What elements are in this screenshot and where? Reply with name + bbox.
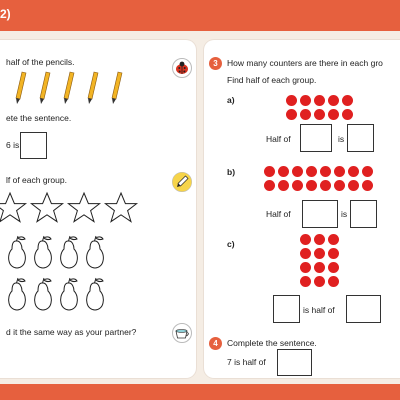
red-counter	[328, 262, 339, 273]
question-3-badge: 3	[209, 57, 222, 70]
red-counter	[348, 180, 359, 191]
red-counter	[328, 234, 339, 245]
red-counter	[300, 95, 311, 106]
pencil-drawing	[64, 72, 74, 104]
question-1-answer-prefix: 6 is	[6, 140, 20, 150]
question-4-text: Complete the sentence.	[227, 338, 317, 348]
stars-row	[0, 190, 140, 226]
red-counter	[264, 166, 275, 177]
red-counter	[300, 109, 311, 120]
red-counter	[278, 180, 289, 191]
pencil-drawing	[88, 72, 98, 104]
partner-question: d it the same way as your partner?	[6, 327, 137, 337]
question-4-answer-box[interactable]	[277, 349, 312, 376]
red-counter	[264, 180, 275, 191]
red-counter	[328, 109, 339, 120]
question-1-text: half of the pencils.	[6, 57, 75, 67]
answer-box-1[interactable]	[20, 132, 47, 159]
red-counter	[320, 166, 331, 177]
red-counter	[306, 166, 317, 177]
red-counter	[314, 234, 325, 245]
question-4-badge: 4	[209, 337, 222, 350]
red-counter	[328, 95, 339, 106]
red-counter	[342, 95, 353, 106]
red-counter	[292, 166, 303, 177]
part-c-is-half-of-label: is half of	[303, 305, 335, 315]
red-counter	[300, 248, 311, 259]
question-2-text: lf of each group.	[6, 175, 67, 185]
teacup-icon	[172, 323, 192, 343]
red-counter	[300, 276, 311, 287]
red-counter	[314, 276, 325, 287]
question-4-prefix: 7 is half of	[227, 357, 266, 367]
left-panel	[0, 40, 196, 378]
pencils-row	[0, 70, 140, 106]
right-panel	[204, 40, 400, 378]
red-counter	[348, 166, 359, 177]
footer-bar	[0, 384, 400, 400]
pear-outline	[35, 278, 52, 310]
part-b-label: b)	[227, 167, 236, 177]
star-outline	[31, 193, 62, 222]
part-a-half-of-label: Half of	[266, 134, 291, 144]
red-counter	[306, 180, 317, 191]
pear-outline	[87, 278, 104, 310]
ladybird-icon	[172, 58, 192, 78]
part-a-label: a)	[227, 95, 235, 105]
question-3-text: How many counters are there in each gro	[227, 58, 383, 68]
star-outline	[68, 193, 99, 222]
part-a-is-label: is	[338, 134, 345, 144]
part-b-is-label: is	[341, 209, 348, 219]
red-counter	[362, 180, 373, 191]
red-counter	[314, 95, 325, 106]
part-a-answer-box-1[interactable]	[300, 124, 332, 152]
part-c-answer-box-1[interactable]	[273, 295, 300, 323]
star-outline	[0, 193, 26, 222]
part-b-answer-box-1[interactable]	[302, 200, 338, 228]
red-counter	[278, 166, 289, 177]
pencil-drawing	[40, 72, 50, 104]
red-counter	[286, 95, 297, 106]
pears-grid	[0, 235, 120, 317]
pencil-drawing	[112, 72, 122, 104]
red-counter	[334, 180, 345, 191]
part-b-half-of-label: Half of	[266, 209, 291, 219]
pencil-drawing	[16, 72, 26, 104]
red-counter	[334, 166, 345, 177]
red-counter	[342, 109, 353, 120]
part-b-answer-box-2[interactable]	[350, 200, 377, 228]
pear-outline	[61, 278, 78, 310]
red-counter	[292, 180, 303, 191]
red-counter	[320, 180, 331, 191]
red-counter	[314, 109, 325, 120]
part-c-answer-box-2[interactable]	[346, 295, 381, 323]
red-counter	[328, 276, 339, 287]
header-bar	[0, 0, 400, 31]
red-counter	[314, 262, 325, 273]
red-counter	[300, 234, 311, 245]
question-3-instruction: Find half of each group.	[227, 75, 317, 85]
pear-outline	[87, 236, 104, 268]
star-outline	[105, 193, 136, 222]
red-counter	[286, 109, 297, 120]
red-counter	[328, 248, 339, 259]
red-counter	[362, 166, 373, 177]
pear-outline	[61, 236, 78, 268]
part-a-answer-box-2[interactable]	[347, 124, 374, 152]
pear-outline	[35, 236, 52, 268]
question-1-sentence: ete the sentence.	[6, 113, 72, 123]
pear-outline	[9, 278, 26, 310]
pear-outline	[9, 236, 26, 268]
red-counter	[314, 248, 325, 259]
part-c-label: c)	[227, 239, 235, 249]
header-title: 2)	[0, 7, 11, 21]
pencil-icon	[172, 172, 192, 192]
red-counter	[300, 262, 311, 273]
